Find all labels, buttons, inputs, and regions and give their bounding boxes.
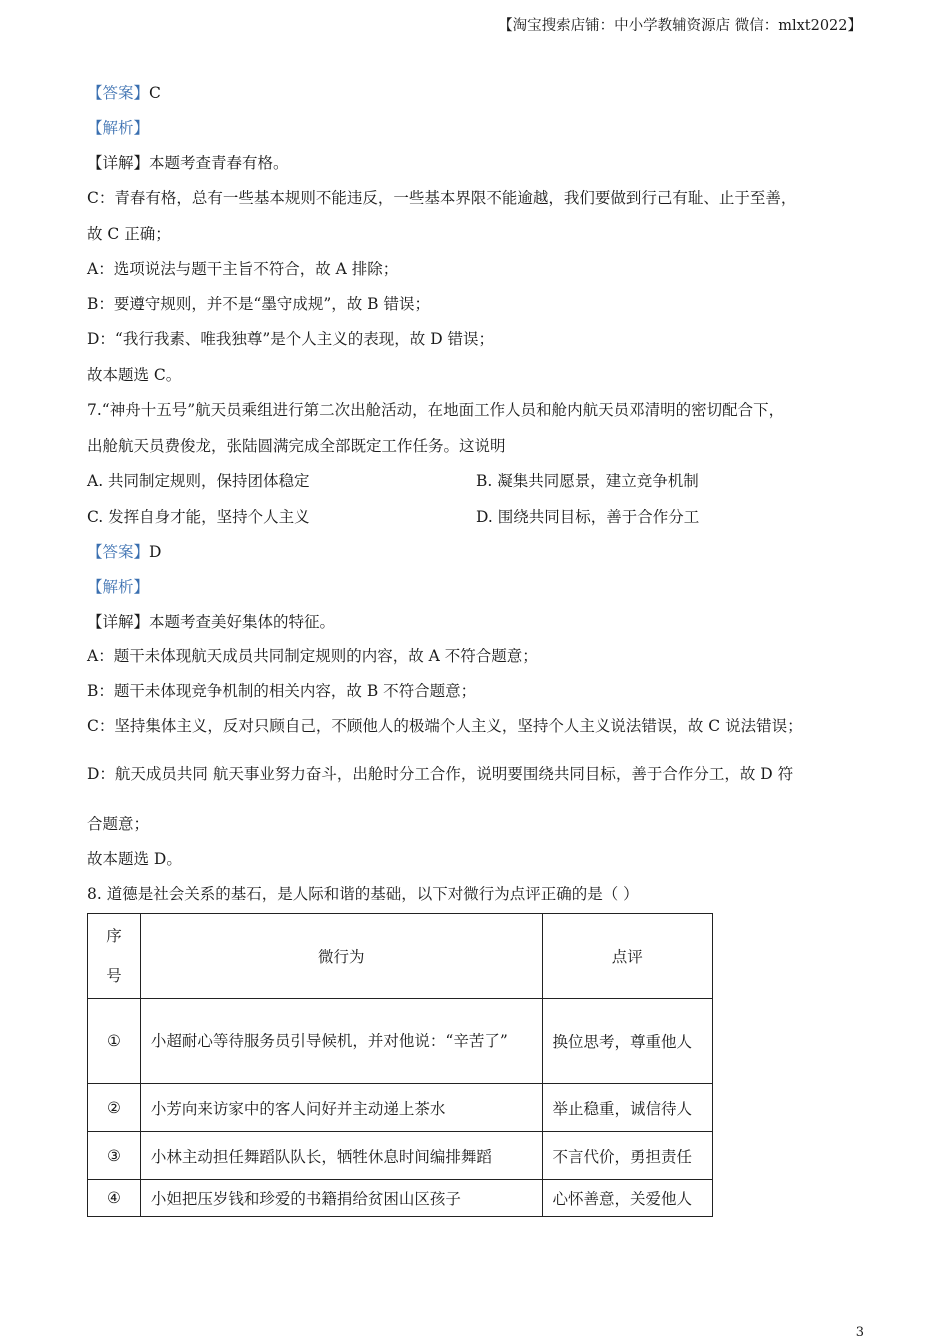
- q7-option-d-explanation-line2: 合题意；: [87, 815, 150, 833]
- header-watermark: 【淘宝搜索店铺：中小学教辅资源店 微信：mlxt2022】: [498, 18, 862, 34]
- q6-conclusion: 故本题选 C。: [87, 366, 182, 384]
- q7-option-a-explanation: A：题干未体现航天成员共同制定规则的内容，故 A 不符合题意；: [87, 647, 538, 665]
- table-row: [88, 999, 713, 1084]
- header-seq: [88, 914, 141, 999]
- q7-stem-line1: 7.“神舟十五号”航天员乘组进行第二次出舱活动，在地面工作人员和舱内航天员邓清明的密切配合下，: [87, 401, 785, 419]
- q7-option-c-explanation: C：坚持集体主义，反对只顾自己，不顾他人的极端个人主义，坚持个人主义说法错误，故 C 说法错误；: [87, 717, 803, 735]
- row-review: 不言代价，勇担责任: [542, 1132, 713, 1180]
- q7-stem-line2: 出舱航天员费俊龙，张陆圆满完成全部既定工作任务。这说明: [87, 437, 506, 455]
- row-behavior: 小妲把压岁钱和珍爱的书籍捐给贫困山区孩子: [140, 1180, 542, 1217]
- q7-option-b-explanation: B：题干未体现竞争机制的相关内容，故 B 不符合题意；: [87, 682, 477, 700]
- header-behavior: 微行为: [140, 914, 542, 999]
- row-review: 举止稳重，诚信待人: [542, 1084, 713, 1132]
- table-header-row: [88, 914, 713, 999]
- table-row: [88, 1180, 713, 1217]
- q7-option-b: B. 凝集共同愿景，建立竞争机制: [476, 472, 699, 490]
- row-behavior: 小芳向来访家中的客人问好并主动递上茶水: [140, 1084, 542, 1132]
- q7-conclusion: 故本题选 D。: [87, 850, 182, 868]
- q6-answer-label: 【答案】: [87, 84, 150, 102]
- row-seq: ④: [88, 1180, 141, 1217]
- q6-option-d-explanation: D：“我行我素、唯我独尊”是个人主义的表现，故 D 错误；: [87, 330, 495, 348]
- q7-option-d: D. 围绕共同目标，善于合作分工: [476, 508, 700, 526]
- row-behavior: 小林主动担任舞蹈队队长，牺牲休息时间编排舞蹈: [140, 1132, 542, 1180]
- q6-answer-value: C: [149, 84, 161, 102]
- page-number: 3: [855, 1325, 864, 1340]
- q8-stem: 8. 道德是社会关系的基石，是人际和谐的基础，以下对微行为点评正确的是（ ）: [87, 885, 639, 903]
- row-seq: ①: [88, 999, 141, 1084]
- q7-option-d-explanation-line1: D：航天成员共同 航天事业努力奋斗，出舱时分工合作，说明要围绕共同目标，善于合作分工，故 D 符: [87, 765, 794, 783]
- q6-detail: 【详解】本题考查青春有格。: [87, 154, 289, 172]
- q6-option-c-explanation-line1: C：青春有格，总有一些基本规则不能违反，一些基本界限不能逾越，我们要做到行己有耻、止于至善，: [87, 189, 797, 207]
- q7-detail: 【详解】本题考查美好集体的特征。: [87, 613, 336, 631]
- q7-answer-value: D: [149, 543, 162, 561]
- q7-analysis-label: 【解析】: [87, 578, 150, 596]
- q6-option-c-explanation-line2: 故 C 正确；: [87, 225, 171, 243]
- q6-answer: [87, 81, 161, 103]
- row-seq: ②: [88, 1084, 141, 1132]
- header-seq-char-2: 号: [106, 967, 122, 985]
- q7-answer-label: 【答案】: [87, 543, 150, 561]
- table-row: [88, 1132, 713, 1180]
- row-seq: ③: [88, 1132, 141, 1180]
- row-review: 换位思考，尊重他人: [542, 999, 713, 1084]
- table-row: [88, 1084, 713, 1132]
- row-behavior: 小超耐心等待服务员引导候机，并对他说：“辛苦了”: [140, 999, 542, 1084]
- q8-table: [87, 913, 713, 1217]
- q7-option-c: C. 发挥自身才能，坚持个人主义: [87, 508, 310, 526]
- q7-answer: [87, 540, 161, 562]
- q6-analysis-label: 【解析】: [87, 119, 150, 137]
- row-review: 心怀善意，关爱他人: [542, 1180, 713, 1217]
- q6-option-b-explanation: B：要遵守规则，并不是“墨守成规”，故 B 错误；: [87, 295, 430, 313]
- header-seq-char-1: 序: [106, 927, 122, 945]
- q7-option-a: A. 共同制定规则，保持团体稳定: [87, 472, 310, 490]
- header-review: 点评: [542, 914, 713, 999]
- q6-option-a-explanation: A：选项说法与题干主旨不符合，故 A 排除；: [87, 260, 399, 278]
